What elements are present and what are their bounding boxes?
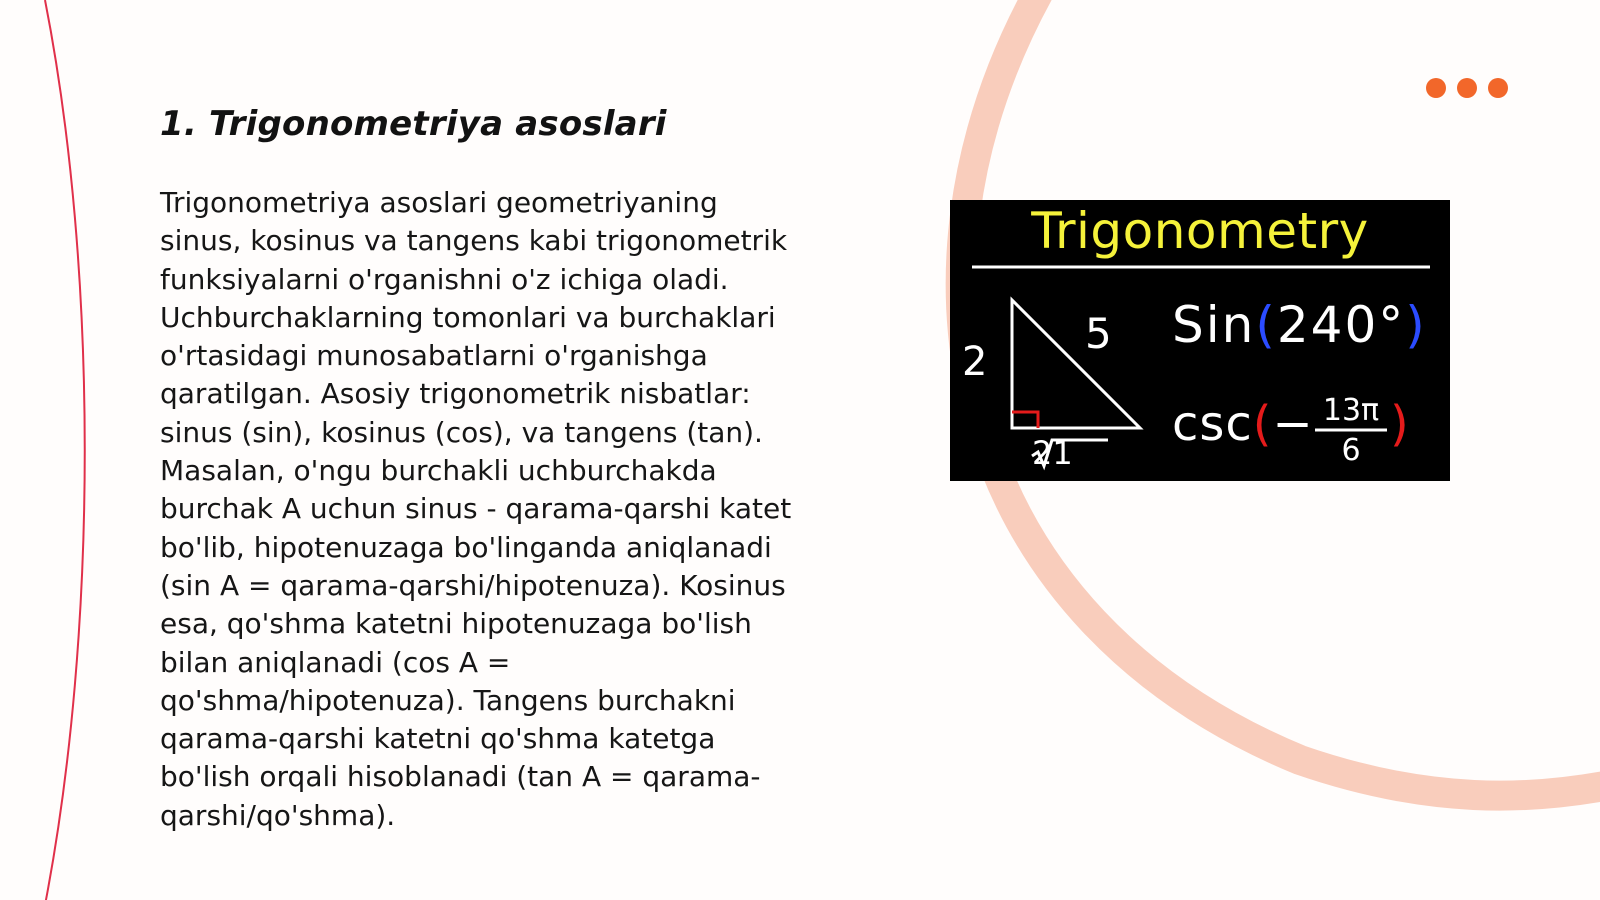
minus-sign: − [1272, 396, 1314, 452]
right-triangle [1012, 300, 1140, 428]
slide-title: 1. Trigonometriya asoslari [160, 104, 667, 144]
cosecant-function: csc [1172, 396, 1253, 452]
right-angle-mark [1012, 412, 1038, 428]
slide-body-text: Trigonometriya asoslari geometriyaning sinus, kosinus va tangens kabi trigonometrik funksiyalarni o'rganishni o'z ichiga oladi. Uchburchaklarning tomonlari va burchaklari o'rtasidagi munosabatlarni o'rganishga qaratilgan. Asosiy trigonometrik nisbatlar: sinus (sin), kosinus (cos), va tangens (tan). Masalan, o'ngu burchakli uchburchakda burchak A uchun sinus - qarama-qarshi katet bo'lib, hipotenuzaga bo'linganda aniqlanadi (sin A = qarama-qarshi/hipotenuza). Kosinus esa, qo'shma katetni hipotenuzaga bo'lish bilan aniqlanadi (cos A = qo'shma/hipotenuza). Tangens burchakni qarama-qarshi katetni qo'shma katetga bo'lish orqali hisoblanadi (tan A = qarama- qarshi/qo'shma). [160, 186, 792, 832]
more-dots-icon[interactable] [1426, 78, 1508, 98]
sine-expression [1172, 296, 1427, 354]
left-curve-line [45, 0, 85, 900]
trigonometry-image [950, 200, 1450, 481]
close-paren: ) [1390, 396, 1409, 452]
fraction-numerator: 13π [1322, 393, 1380, 428]
cosecant-expression [1172, 396, 1314, 452]
dot-icon [1457, 78, 1477, 98]
side-b-label: 5 [1085, 309, 1112, 358]
open-paren: ( [1255, 296, 1277, 354]
fraction-denominator: 6 [1341, 433, 1361, 468]
sine-argument: 240° [1276, 296, 1406, 354]
dot-icon [1488, 78, 1508, 98]
dot-icon [1426, 78, 1446, 98]
image-title: Trigonometry [1031, 202, 1369, 260]
sine-function: Sin [1172, 296, 1256, 354]
side-c-label: 21 [1032, 434, 1073, 472]
side-a-label: 2 [962, 339, 988, 385]
open-paren: ( [1252, 396, 1273, 452]
close-paren: ) [1405, 296, 1427, 354]
